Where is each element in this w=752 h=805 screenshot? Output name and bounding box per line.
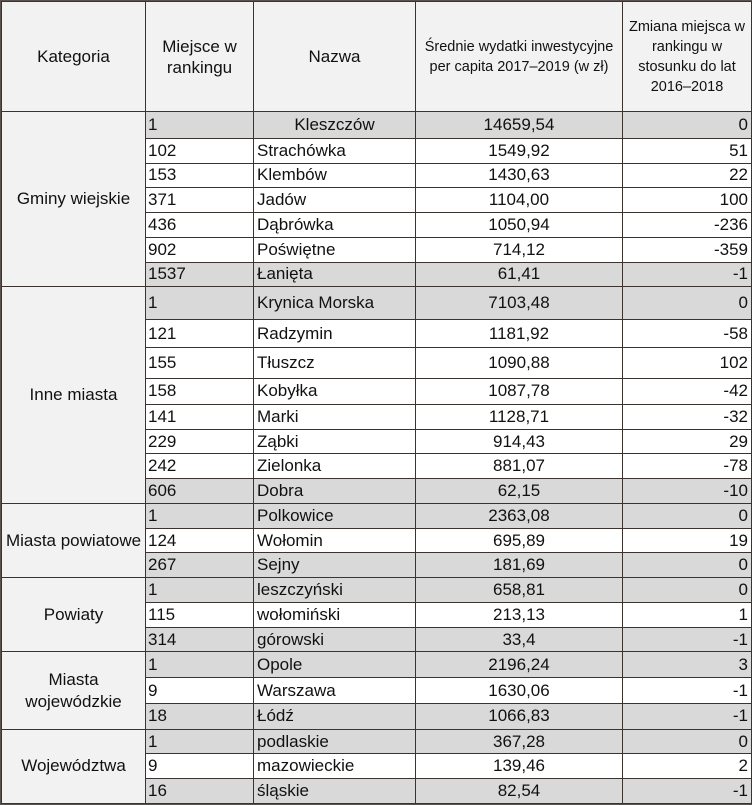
change-cell: 0 bbox=[623, 553, 752, 578]
name-cell: Jadów bbox=[254, 188, 416, 213]
value-cell: 14659,54 bbox=[416, 112, 623, 139]
rank-cell: 121 bbox=[146, 320, 254, 348]
name-cell: Dobra bbox=[254, 479, 416, 504]
change-cell: 102 bbox=[623, 348, 752, 379]
rank-cell: 153 bbox=[146, 163, 254, 188]
value-cell: 33,4 bbox=[416, 627, 623, 652]
rank-cell: 18 bbox=[146, 703, 254, 729]
change-cell: -10 bbox=[623, 479, 752, 504]
change-cell: -359 bbox=[623, 237, 752, 262]
name-cell: Tłuszcz bbox=[254, 348, 416, 379]
rank-cell: 124 bbox=[146, 528, 254, 553]
rank-cell: 229 bbox=[146, 429, 254, 454]
name-cell: Strachówka bbox=[254, 138, 416, 163]
value-cell: 1090,88 bbox=[416, 348, 623, 379]
value-cell: 367,28 bbox=[416, 729, 623, 754]
value-cell: 1066,83 bbox=[416, 703, 623, 729]
rank-cell: 1 bbox=[146, 112, 254, 139]
change-cell: 3 bbox=[623, 652, 752, 678]
change-cell: 29 bbox=[623, 429, 752, 454]
rank-cell: 371 bbox=[146, 188, 254, 213]
category-cell-inne-miasta: Inne miasta bbox=[2, 287, 146, 504]
table-row bbox=[2, 287, 752, 320]
value-cell: 695,89 bbox=[416, 528, 623, 553]
header-row bbox=[2, 2, 752, 112]
header-kategoria: Kategoria bbox=[2, 2, 146, 112]
rank-cell: 115 bbox=[146, 602, 254, 627]
name-cell: Dąbrówka bbox=[254, 213, 416, 238]
change-cell: 22 bbox=[623, 163, 752, 188]
rank-cell: 155 bbox=[146, 348, 254, 379]
rank-cell: 242 bbox=[146, 454, 254, 479]
investment-ranking-table bbox=[1, 1, 752, 804]
change-cell: -58 bbox=[623, 320, 752, 348]
change-cell: 100 bbox=[623, 188, 752, 213]
name-cell: Opole bbox=[254, 652, 416, 678]
change-cell: -1 bbox=[623, 678, 752, 704]
rank-cell: 606 bbox=[146, 479, 254, 504]
change-cell: -1 bbox=[623, 703, 752, 729]
category-cell-gminy-wiejskie: Gminy wiejskie bbox=[2, 112, 146, 287]
name-cell: Kobyłka bbox=[254, 379, 416, 405]
name-cell: Kleszczów bbox=[254, 112, 416, 139]
value-cell: 1549,92 bbox=[416, 138, 623, 163]
value-cell: 82,54 bbox=[416, 779, 623, 804]
value-cell: 62,15 bbox=[416, 479, 623, 504]
name-cell: Łódź bbox=[254, 703, 416, 729]
category-cell-wojewodztwa: Województwa bbox=[2, 729, 146, 803]
name-cell: Zielonka bbox=[254, 454, 416, 479]
rank-cell: 16 bbox=[146, 779, 254, 804]
value-cell: 1128,71 bbox=[416, 404, 623, 429]
name-cell: Polkowice bbox=[254, 503, 416, 528]
rank-cell: 1 bbox=[146, 729, 254, 754]
value-cell: 1630,06 bbox=[416, 678, 623, 704]
value-cell: 139,46 bbox=[416, 754, 623, 779]
value-cell: 1104,00 bbox=[416, 188, 623, 213]
change-cell: -42 bbox=[623, 379, 752, 405]
value-cell: 881,07 bbox=[416, 454, 623, 479]
change-cell: -1 bbox=[623, 627, 752, 652]
rank-cell: 267 bbox=[146, 553, 254, 578]
table-row bbox=[2, 652, 752, 678]
name-cell: wołomiński bbox=[254, 602, 416, 627]
category-cell-miasta-powiatowe: Miasta powiatowe bbox=[2, 503, 146, 577]
rank-cell: 1537 bbox=[146, 262, 254, 287]
header-miejsce: Miejsce w rankingu bbox=[146, 2, 254, 112]
rank-cell: 102 bbox=[146, 138, 254, 163]
name-cell: Warszawa bbox=[254, 678, 416, 704]
header-nazwa: Nazwa bbox=[254, 2, 416, 112]
table-body bbox=[2, 112, 752, 804]
category-cell-miasta-wojewodzkie: Miasta wojewódzkie bbox=[2, 652, 146, 729]
change-cell: -1 bbox=[623, 262, 752, 287]
name-cell: podlaskie bbox=[254, 729, 416, 754]
header-zmiana: Zmiana miejsca w rankingu w stosunku do lat 2016–2018 bbox=[623, 2, 752, 112]
rank-cell: 141 bbox=[146, 404, 254, 429]
change-cell: -1 bbox=[623, 779, 752, 804]
table-row bbox=[2, 112, 752, 139]
name-cell: śląskie bbox=[254, 779, 416, 804]
value-cell: 61,41 bbox=[416, 262, 623, 287]
value-cell: 714,12 bbox=[416, 237, 623, 262]
table-row bbox=[2, 578, 752, 603]
rank-cell: 9 bbox=[146, 678, 254, 704]
name-cell: Krynica Morska bbox=[254, 287, 416, 320]
value-cell: 1181,92 bbox=[416, 320, 623, 348]
header-wydatki: Średnie wydatki inwestycyjne per capita 2017–2019 (w zł) bbox=[416, 2, 623, 112]
name-cell: Marki bbox=[254, 404, 416, 429]
value-cell: 7103,48 bbox=[416, 287, 623, 320]
change-cell: 19 bbox=[623, 528, 752, 553]
change-cell: 0 bbox=[623, 287, 752, 320]
rank-cell: 1 bbox=[146, 503, 254, 528]
table-row bbox=[2, 729, 752, 754]
name-cell: Klembów bbox=[254, 163, 416, 188]
name-cell: Poświętne bbox=[254, 237, 416, 262]
category-cell-powiaty: Powiaty bbox=[2, 578, 146, 652]
change-cell: 1 bbox=[623, 602, 752, 627]
name-cell: Sejny bbox=[254, 553, 416, 578]
change-cell: 0 bbox=[623, 578, 752, 603]
table-row bbox=[2, 503, 752, 528]
value-cell: 914,43 bbox=[416, 429, 623, 454]
name-cell: Wołomin bbox=[254, 528, 416, 553]
value-cell: 1087,78 bbox=[416, 379, 623, 405]
value-cell: 1430,63 bbox=[416, 163, 623, 188]
change-cell: 51 bbox=[623, 138, 752, 163]
value-cell: 213,13 bbox=[416, 602, 623, 627]
name-cell: Ząbki bbox=[254, 429, 416, 454]
change-cell: -236 bbox=[623, 213, 752, 238]
value-cell: 2196,24 bbox=[416, 652, 623, 678]
change-cell: 2 bbox=[623, 754, 752, 779]
rank-cell: 1 bbox=[146, 652, 254, 678]
change-cell: 0 bbox=[623, 729, 752, 754]
name-cell: leszczyński bbox=[254, 578, 416, 603]
name-cell: mazowieckie bbox=[254, 754, 416, 779]
rank-cell: 1 bbox=[146, 578, 254, 603]
value-cell: 2363,08 bbox=[416, 503, 623, 528]
rank-cell: 436 bbox=[146, 213, 254, 238]
name-cell: Łanięta bbox=[254, 262, 416, 287]
value-cell: 1050,94 bbox=[416, 213, 623, 238]
name-cell: górowski bbox=[254, 627, 416, 652]
name-cell: Radzymin bbox=[254, 320, 416, 348]
rank-cell: 1 bbox=[146, 287, 254, 320]
change-cell: -32 bbox=[623, 404, 752, 429]
value-cell: 181,69 bbox=[416, 553, 623, 578]
rank-cell: 158 bbox=[146, 379, 254, 405]
rank-cell: 9 bbox=[146, 754, 254, 779]
rank-cell: 314 bbox=[146, 627, 254, 652]
rank-cell: 902 bbox=[146, 237, 254, 262]
change-cell: 0 bbox=[623, 503, 752, 528]
value-cell: 658,81 bbox=[416, 578, 623, 603]
change-cell: -78 bbox=[623, 454, 752, 479]
change-cell: 0 bbox=[623, 112, 752, 139]
